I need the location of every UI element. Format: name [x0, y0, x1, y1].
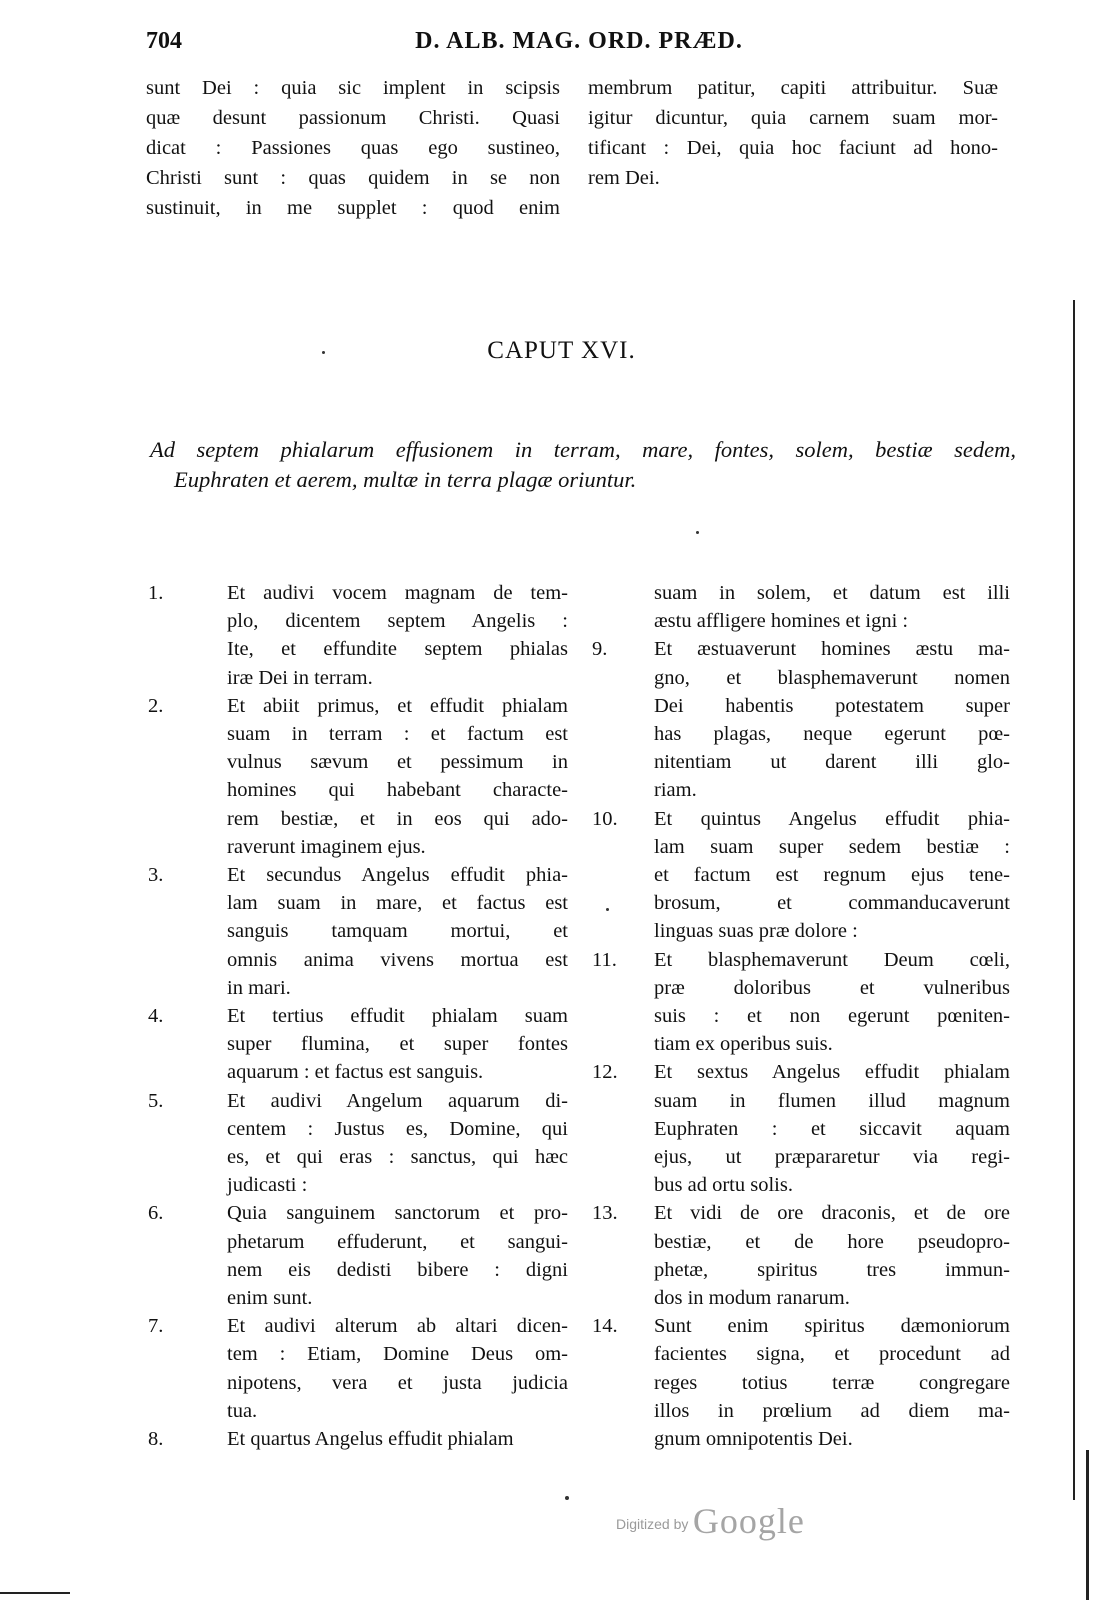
verse-number: 6.: [148, 1202, 164, 1225]
verse-number: 12.: [592, 1061, 618, 1084]
verse-text: Et secundus Angelus effudit phia-: [227, 864, 568, 887]
verse: [592, 946, 1010, 1059]
verse-line: [148, 1228, 568, 1256]
verse-line: [592, 1369, 1010, 1397]
verse-line: [592, 1115, 1010, 1143]
verse-text: Et vidi de ore draconis, et de ore: [654, 1202, 1010, 1225]
verse-line: [148, 1312, 568, 1340]
verse-text: tua.: [227, 1399, 258, 1422]
verse-number: 2.: [148, 694, 164, 717]
verse-line: [592, 1340, 1010, 1368]
verse-line: [592, 776, 1010, 804]
verse-line: [592, 917, 1010, 945]
verse-line: [148, 1284, 568, 1312]
verse-line: [592, 664, 1010, 692]
verse-text: vulnus sævum et pessimum in: [227, 751, 568, 774]
verse-text: sanguis tamquam mortui, et: [227, 920, 568, 943]
verse-line: [592, 1256, 1010, 1284]
verse-line: [148, 607, 568, 635]
chapter-title: CAPUT XVI.: [487, 337, 636, 364]
verse: [148, 1199, 568, 1312]
verse-number: 13.: [592, 1202, 618, 1225]
verse-text: facientes signa, et procedunt ad: [654, 1343, 1010, 1366]
verse-line: [592, 579, 1010, 607]
verse: [592, 1199, 1010, 1312]
verse-text: lam suam super sedem bestiæ :: [654, 835, 1010, 858]
verse: [148, 1087, 568, 1200]
verse-line: [148, 861, 568, 889]
verse-text: Et quartus Angelus effudit phialam: [227, 1428, 514, 1451]
verse-line: [148, 720, 568, 748]
running-head: [146, 28, 992, 62]
verse-line: [148, 776, 568, 804]
verse-text: tem : Etiam, Domine Deus om-: [227, 1343, 568, 1366]
verse-line: [592, 889, 1010, 917]
text-line: tificant : Dei, quia hoc faciunt ad hono-: [588, 137, 998, 159]
verse-text: ejus, ut præpararetur via regi-: [654, 1146, 1010, 1169]
verse: [592, 1058, 1010, 1199]
verse-text: illos in prœlium ad diem ma-: [654, 1399, 1010, 1422]
verse-line: [592, 635, 1010, 663]
verse-line: [148, 1199, 568, 1227]
verse-text: æstu affligere homines et igni :: [654, 610, 909, 633]
scan-edge-rule: [0, 1592, 70, 1594]
verse-text: es, et qui eras : sanctus, qui hæc: [227, 1146, 568, 1169]
verse-text: bus ad ortu solis.: [654, 1174, 793, 1197]
verse-line: [148, 917, 568, 945]
verse-text: aquarum : et factus est sanguis.: [227, 1061, 484, 1084]
verse-text: et factum est regnum ejus tene-: [654, 864, 1010, 887]
verse: [148, 861, 568, 1002]
verse-line: [592, 833, 1010, 861]
verse-text: lam suam in mare, et factus est: [227, 892, 568, 915]
digitized-watermark: [616, 1500, 805, 1542]
verse-text: præ doloribus et vulneribus: [654, 976, 1010, 999]
verse-line: [592, 1228, 1010, 1256]
verse-line: [592, 946, 1010, 974]
page-edge-line: [1086, 1450, 1089, 1600]
verse-number: 7.: [148, 1315, 164, 1338]
summary-line: Ad septem phialarum effusionem in terram, mare, fontes, solem, bestiæ sedem,: [150, 437, 1016, 462]
verse-text: suam in flumen illud magnum: [654, 1089, 1010, 1112]
verse-line: [148, 833, 568, 861]
verse: [148, 579, 568, 692]
verse-text: enim sunt.: [227, 1287, 313, 1310]
speck: [696, 531, 699, 534]
page-edge-line: [1073, 300, 1075, 1500]
text-line: Christi sunt : quas quidem in se non: [146, 167, 560, 189]
text-line: quæ desunt passionum Christi. Quasi: [146, 107, 560, 129]
verse-line: [592, 861, 1010, 889]
verse: [592, 1312, 1010, 1453]
verse-text: phetarum effuderunt, et sangui-: [227, 1230, 568, 1253]
verse-line: [592, 720, 1010, 748]
verse: [148, 1312, 568, 1425]
text-line: dicat : Passiones quas ego sustineo,: [146, 137, 560, 159]
speck: [565, 1496, 569, 1500]
chapter-summary: [150, 435, 1016, 495]
verse-text: judicasti :: [227, 1174, 308, 1197]
continuation-right-column: [588, 73, 998, 193]
verse-text: Dei habentis potestatem super: [654, 694, 1010, 717]
verse-line: [148, 1087, 568, 1115]
verse-line: [148, 664, 568, 692]
verse-line: [148, 1171, 568, 1199]
text-line: rem Dei.: [588, 167, 660, 189]
verse-text: has plagas, neque egerunt pœ-: [654, 723, 1010, 746]
verse-line: [148, 635, 568, 663]
verse: [148, 692, 568, 861]
watermark-prefix: Digitized by: [616, 1516, 689, 1532]
verse: [592, 579, 1010, 635]
verse-line: [592, 974, 1010, 1002]
verse-line: [592, 607, 1010, 635]
verse-line: [148, 1256, 568, 1284]
verse-line: [148, 1397, 568, 1425]
verse-line: [592, 805, 1010, 833]
verse-line: [148, 692, 568, 720]
verse-text: Et blasphemaverunt Deum cœli,: [654, 948, 1010, 971]
verse-number: 3.: [148, 864, 164, 887]
verse-number: 9.: [592, 638, 608, 661]
verse-number: 5.: [148, 1089, 164, 1112]
verse-text: gno, et blasphemaverunt nomen: [654, 666, 1010, 689]
verse-text: Sunt enim spiritus dæmoniorum: [654, 1315, 1010, 1338]
text-line: sustinuit, in me supplet : quod enim: [146, 197, 560, 219]
verse-line: [148, 748, 568, 776]
verse-line: [592, 1143, 1010, 1171]
verse-text: super flumina, et super fontes: [227, 1033, 568, 1056]
verses-left-column: [148, 579, 568, 1453]
verse-text: phetæ, spiritus tres immun-: [654, 1258, 1010, 1281]
verse-text: dos in modum ranarum.: [654, 1287, 850, 1310]
verse-line: [148, 1058, 568, 1086]
verse-line: [592, 1199, 1010, 1227]
running-title: D. ALB. MAG. ORD. PRÆD.: [415, 28, 743, 54]
verse-text: brosum, et commanducaverunt: [654, 892, 1010, 915]
verse-line: [148, 1002, 568, 1030]
verse-line: [148, 1425, 568, 1453]
verse-text: Et tertius effudit phialam suam: [227, 1005, 568, 1028]
verse-text: Quia sanguinem sanctorum et pro-: [227, 1202, 568, 1225]
verse-text: tiam ex operibus suis.: [654, 1033, 833, 1056]
text-line: igitur dicuntur, quia carnem suam mor-: [588, 107, 998, 129]
verse-text: Et quintus Angelus effudit phia-: [654, 807, 1010, 830]
verse: [148, 1002, 568, 1087]
verse-line: [592, 1002, 1010, 1030]
verse-line: [148, 579, 568, 607]
verse-text: Et audivi Angelum aquarum di-: [227, 1089, 568, 1112]
verse-line: [148, 805, 568, 833]
verse-line: [148, 946, 568, 974]
verse-line: [592, 1425, 1010, 1453]
verse-text: omnis anima vivens mortua est: [227, 948, 568, 971]
verse-text: linguas suas præ dolore :: [654, 920, 858, 943]
verse-text: Et abiit primus, et effudit phialam: [227, 694, 568, 717]
verse-text: Ite, et effundite septem phialas: [227, 638, 568, 661]
verse-text: nitentiam ut darent illi glo-: [654, 751, 1010, 774]
verse-text: plo, dicentem septem Angelis :: [227, 610, 568, 633]
text-line: membrum patitur, capiti attribuitur. Suæ: [588, 77, 998, 99]
verse-text: homines qui habebant characte-: [227, 779, 568, 802]
verse-text: Et audivi vocem magnam de tem-: [227, 582, 568, 604]
verse-line: [592, 748, 1010, 776]
page-number: 704: [146, 28, 182, 54]
verse-line: [592, 1087, 1010, 1115]
verse-number: 4.: [148, 1005, 164, 1028]
verse-text: nem eis dedisti bibere : digni: [227, 1258, 568, 1281]
verse-text: bestiæ, et de hore pseudopro-: [654, 1230, 1010, 1253]
continuation-left-column: [146, 73, 560, 223]
verse-number: 1.: [148, 582, 164, 604]
verses-right-column: [592, 579, 1010, 1453]
verse-line: [148, 1143, 568, 1171]
verse-line: [148, 1340, 568, 1368]
verse-text: centem : Justus es, Domine, qui: [227, 1117, 568, 1140]
verse: [148, 1425, 568, 1453]
verse-line: [592, 1171, 1010, 1199]
speck: [606, 908, 609, 911]
verse-text: reges totius terræ congregare: [654, 1371, 1010, 1394]
verse-line: [592, 1312, 1010, 1340]
verse-line: [592, 692, 1010, 720]
verse-text: nipotens, vera et justa judicia: [227, 1371, 568, 1394]
verse-line: [148, 889, 568, 917]
verse-line: [148, 974, 568, 1002]
verse-line: [148, 1115, 568, 1143]
verse: [592, 635, 1010, 804]
verse-line: [148, 1030, 568, 1058]
verse-text: riam.: [654, 779, 697, 802]
verse-text: suam in terram : et factum est: [227, 723, 568, 746]
verse: [592, 805, 1010, 946]
verse-text: rem bestiæ, et in eos qui ado-: [227, 807, 568, 830]
verse-text: gnum omnipotentis Dei.: [654, 1428, 853, 1451]
verse-text: Et sextus Angelus effudit phialam: [654, 1061, 1010, 1084]
verse-text: suis : et non egerunt pœniten-: [654, 1005, 1010, 1028]
verse-number: 11.: [592, 948, 617, 971]
verse-text: Euphraten : et siccavit aquam: [654, 1117, 1010, 1140]
verse-number: 8.: [148, 1428, 164, 1451]
summary-line: Euphraten et aerem, multæ in terra plagæ oriuntur.: [174, 467, 637, 492]
verse-text: iræ Dei in terram.: [227, 666, 373, 689]
text-line: sunt Dei : quia sic implent in scipsis: [146, 77, 560, 99]
verse-line: [592, 1284, 1010, 1312]
speck: [322, 351, 325, 354]
verse-text: Et æstuaverunt homines æstu ma-: [654, 638, 1010, 661]
verse-line: [592, 1030, 1010, 1058]
google-logo: Google: [692, 1501, 805, 1541]
verse-text: Et audivi alterum ab altari dicen-: [227, 1315, 568, 1338]
verse-text: in mari.: [227, 976, 291, 999]
verse-number: 14.: [592, 1315, 618, 1338]
verse-line: [592, 1397, 1010, 1425]
verse-line: [148, 1369, 568, 1397]
verse-text: raverunt imaginem ejus.: [227, 835, 426, 858]
verse-line: [592, 1058, 1010, 1086]
verse-text: suam in solem, et datum est illi: [654, 582, 1010, 604]
verse-number: 10.: [592, 807, 618, 830]
